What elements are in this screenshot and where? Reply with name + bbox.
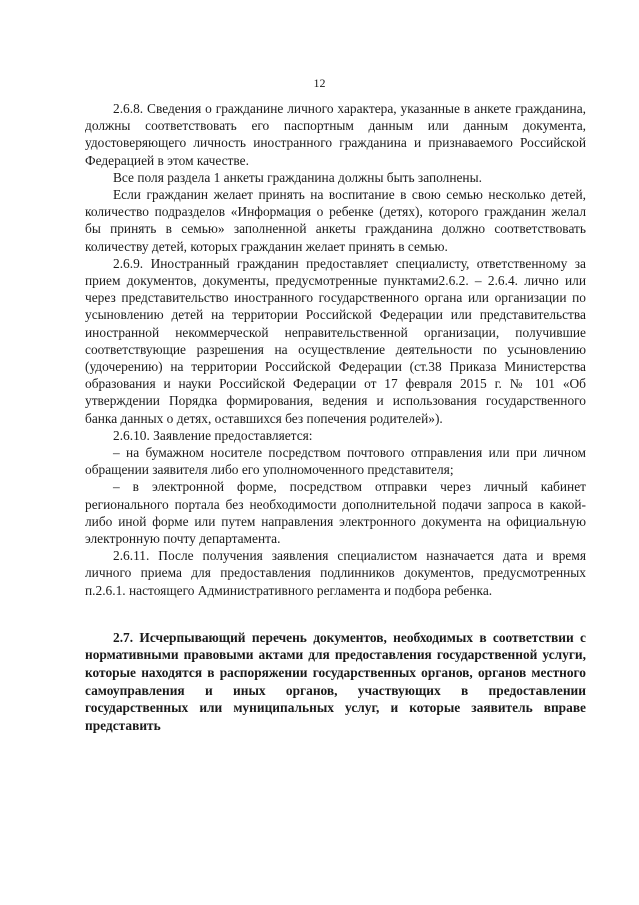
section-heading-2-7: 2.7. Исчерпывающий перечень документов, необходимых в соответствии с нормативными правовыми актами для предоставления государственной услуги, которые находятся в распоряжении государственных органов, органов местного самоуправления и иных органов, участвующих в предоставлении государственных или муниципальных услуг, и которые заявитель вправе представить [85,629,586,733]
paragraph-2-6-10: 2.6.10. Заявление предоставляется: [113,427,313,443]
paragraph-2-6-8: 2.6.8. Сведения о гражданине личного характера, указанные в анкете гражданина, должны соответствовать его паспортным данным или данным документа, удостоверяющего личность иностранного гражданина и признаваемого Российской Федерацией в этом качестве. [85,101,586,168]
paragraph-2-6-11: 2.6.11. После получения заявления специалистом назначается дата и время личного приема для предоставления подлинников документов, предусмотренных п.2.6.1. настоящего Административного регламента и подбора ребенка. [85,548,586,598]
page-number: 12 [313,76,326,90]
paragraph-paper-form: – на бумажном носителе посредством почтового отправления или при личном обращении заявителя либо его уполномоченного представителя; [85,445,586,478]
paragraph-several-children: Если гражданин желает принять на воспитание в свою семью несколько детей, количество подразделов «Информация о ребенке (детях), которого гражданин желал бы принять в семью» заполненной анкеты гражданина должно соответствовать количеству детей, которых гражданин желает принять в семью. [85,187,586,254]
paragraph-fields-filled: Все поля раздела 1 анкеты гражданина должны быть заполнены. [113,169,482,185]
paragraph-electronic-form: – в электронной форме, посредством отправки через личный кабинет регионального портала без необходимости дополнительной подачи запроса в какой-либо иной форме или путем направления электронного документа на официальную электронную почту департамента. [85,479,586,547]
paragraph-2-6-9: 2.6.9. Иностранный гражданин предоставляет специалисту, ответственному за прием документов, документы, предусмотренные пунктами2.6.2. – 2.6.4. лично или через представительство иностранного государственного органа или организации по усыновлению детей на территории Российской Федерации или представительства иностранной некоммерческой неправительственной организации, получившие соответствующие разрешения на осуществление деятельности по усыновлению (удочерению) на территории Российской Федерации (ст.38 Приказа Министерства образования и науки Российской Федерации от 17 февраля 2015 г. № 101 «Об утверждении Порядка формирования, ведения и использования государственного банка данных о детях, оставшихся без попечения родителей»). [85,255,586,426]
body-text [85,76,586,734]
